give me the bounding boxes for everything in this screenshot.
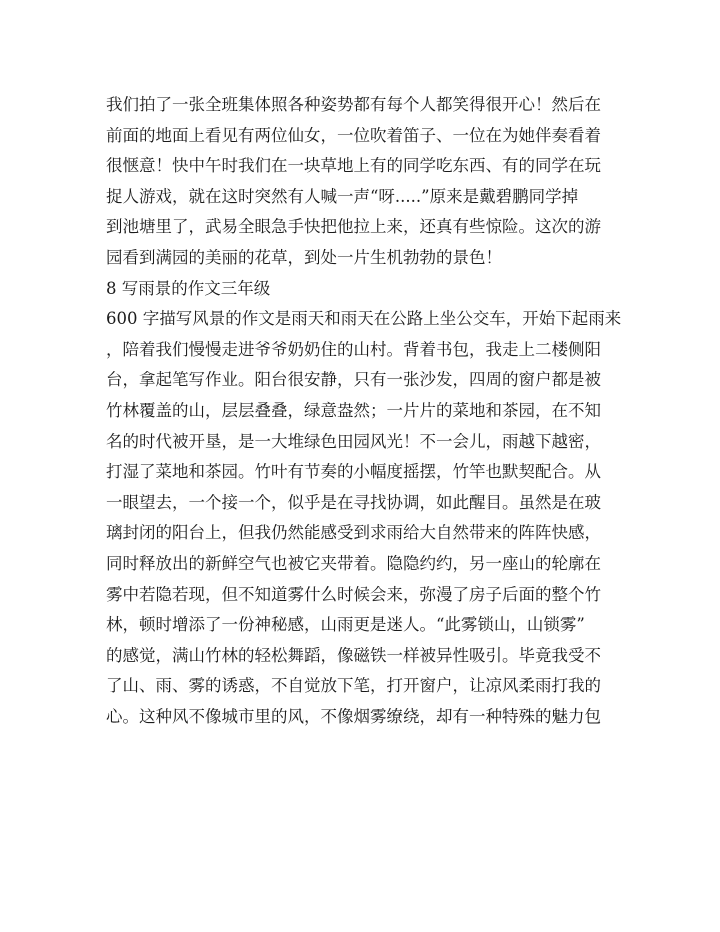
text-line: 600 字描写风景的作文是雨天和雨天在公路上坐公交车，开始下起雨来 bbox=[106, 309, 622, 329]
text-line: 我们拍了一张全班集体照各种姿势都有每个人都笑得很开心！然后在 bbox=[106, 95, 601, 114]
text-line: 台，拿起笔写作业。阳台很安静，只有一张沙发，四周的窗户都是被 bbox=[106, 370, 601, 390]
text-line: 竹林覆盖的山，层层叠叠，绿意盎然；一片片的菜地和茶园，在不知 bbox=[106, 400, 601, 420]
text-line: 很惬意！快中午时我们在一块草地上有的同学吃东西、有的同学在玩 bbox=[106, 156, 601, 176]
document-body bbox=[106, 90, 626, 732]
text-line: 名的时代被开垦，是一大堆绿色田园风光！不一会儿，雨越下越密， bbox=[106, 431, 601, 451]
text-line: 心。这种风不像城市里的风，不像烟雾缭绕，却有一种特殊的魅力包 bbox=[106, 706, 601, 726]
text-line: 了山、雨、雾的诱惑，不自觉放下笔，打开窗户，让凉风柔雨打我的 bbox=[106, 676, 601, 696]
text-line: 捉人游戏，就在这时突然有人喊一声“呀.....”原来是戴碧鹏同学掉 bbox=[106, 186, 579, 206]
text-line: 雾中若隐若现，但不知道雾什么时候会来，弥漫了房子后面的整个竹 bbox=[106, 584, 601, 604]
paragraph-1 bbox=[106, 90, 626, 274]
section-heading: 8 写雨景的作文三年级 bbox=[106, 278, 271, 298]
text-line: ，陪着我们慢慢走进爷爷奶奶住的山村。背着书包，我走上二楼侧阳 bbox=[106, 339, 601, 359]
text-line: 打湿了菜地和茶园。竹叶有节奏的小幅度摇摆，竹竿也默契配合。从 bbox=[106, 462, 601, 482]
text-line: 璃封闭的阳台上，但我仍然能感受到求雨给大自然带来的阵阵快感， bbox=[106, 523, 601, 543]
text-line: 园看到满园的美丽的花草，到处一片生机勃勃的景色！ bbox=[106, 247, 502, 267]
text-line: 林，顿时增添了一份神秘感，山雨更是迷人。“此雾锁山，山锁雾” bbox=[106, 615, 585, 635]
text-line: 同时释放出的新鲜空气也被它夹带着。隐隐约约，另一座山的轮廓在 bbox=[106, 553, 601, 573]
text-line: 前面的地面上看见有两位仙女，一位吹着笛子、一位在为她伴奏看着 bbox=[106, 125, 601, 145]
text-line: 一眼望去，一个接一个，似乎是在寻找协调，如此醒目。虽然是在玻 bbox=[106, 492, 601, 512]
text-line: 到池塘里了，武易全眼急手快把他拉上来，还真有些惊险。这次的游 bbox=[106, 217, 601, 237]
text-line: 的感觉，满山竹林的轻松舞蹈，像磁铁一样被异性吸引。毕竟我受不 bbox=[106, 645, 601, 665]
paragraph-2 bbox=[106, 304, 626, 732]
